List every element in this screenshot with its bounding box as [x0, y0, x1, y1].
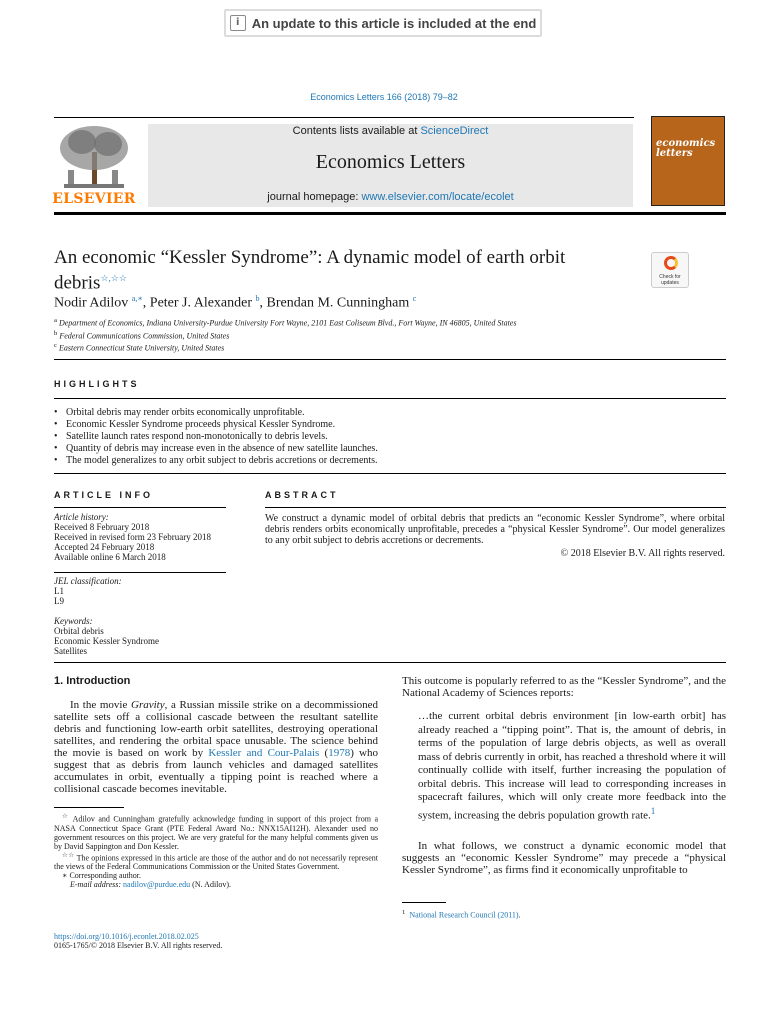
reference-year-link[interactable]: (2011) — [497, 910, 519, 920]
sciencedirect-link[interactable]: ScienceDirect — [420, 125, 489, 137]
check-for-updates-button[interactable] — [651, 252, 689, 288]
block-quote: …the current orbital debris environment [in low-earth orbit] has already reached a “tipping point”. That is, the amount of debris, in terms of the population of large debris objects, as well as overall mass of debris currently in orbit, has reached a threshold where it will continually collide with itself, further increasing the population of orbital debris. This increase will lead to corresponding increases in spacecraft failures, which will only create more feedback into the system, increasing the debris population growth rate.$^1$ — [418, 710, 726, 822]
jel-code: L1 — [54, 586, 64, 596]
affiliation: $^b$ Federal Communications Commission, United States — [54, 329, 230, 341]
section-heading-introduction: 1. Introduction — [54, 675, 131, 687]
author-name[interactable]: Nodir Adilov — [54, 295, 129, 311]
article-history — [54, 512, 226, 562]
update-banner-text: An update to this article is included at the end — [251, 15, 537, 31]
reference-year-link[interactable]: 1978 — [328, 747, 351, 759]
elsevier-wordmark: ELSEVIER — [52, 191, 136, 207]
homepage-line — [148, 191, 633, 203]
info-icon: i — [230, 15, 246, 31]
reference-link[interactable]: National Research Council — [409, 910, 496, 920]
keywords-label: Keywords: — [54, 616, 93, 626]
homepage-prefix: journal homepage: — [267, 191, 362, 203]
divider — [54, 398, 726, 399]
footnote-disclaimer: ☆☆ The opinions expressed in this article are those of the author and do not necessarily represent the views of the Federal Communications Commission or the United States Government. — [54, 851, 378, 872]
divider — [54, 572, 226, 573]
highlights-heading: HIGHLIGHTS — [54, 379, 140, 389]
right-paragraph: This outcome is popularly referred to as the “Kessler Syndrome”, and the National Academy of Sciences reports: — [402, 675, 726, 699]
footnote-funding: ☆ Adilov and Cunningham gratefully acknowledge funding in support of this project from a NASA Connecticut Space Grant (PTE Federal Award No.: NNX15AI12H). Alexander used no government resources on this project. We are very grateful for the many helpful comments given us by David Sappington and Don Kessler. — [54, 813, 378, 851]
keywords — [54, 616, 226, 656]
keyword: Satellites — [54, 646, 87, 656]
divider — [265, 507, 726, 508]
intro-paragraph: In the movie Gravity, a Russian missile strike on a decommissioned satellite sets off a collisional cascade between the resultant satellite debris and functioning low-earth orbit satellites, destroying operational satellites, and rendering the orbital space unusable. The science behind the movie is based on work by Kessler and Cour-Palais (1978) who suggest that as debris from launch vehicles and damaged satellites accumulates in orbit, eventually a tipping point is reached where a collisional cascade becomes inevitable. — [54, 699, 379, 795]
divider — [54, 662, 726, 663]
header-bottom-rule — [54, 212, 726, 215]
history-item: Received in revised form 23 February 2018 — [54, 532, 211, 542]
affiliations — [54, 316, 516, 354]
footnote-email: E-mail address: nadilov@purdue.edu (N. Adilov). — [70, 880, 232, 890]
footnote-corresponding: ∗ Corresponding author. — [62, 871, 141, 881]
doi-block — [54, 932, 378, 950]
contents-prefix: Contents lists available at — [292, 125, 421, 137]
history-item: Accepted 24 February 2018 — [54, 542, 155, 552]
jel-label: JEL classification: — [54, 576, 122, 586]
author-affil-mark[interactable]: a,∗ — [131, 294, 143, 303]
reference-link[interactable]: Kessler and Cour-Palais — [208, 747, 320, 759]
highlight-item: • The model generalizes to any orbit subject to debris accretions or decrements. — [54, 455, 734, 467]
title-footnote-marks[interactable]: ☆,☆☆ — [100, 273, 127, 283]
footnote-divider — [402, 902, 446, 903]
footnote-divider — [54, 807, 124, 808]
affiliation: $^a$ Department of Economics, Indiana University-Purdue University Fort Wayne, 2101 East Coliseum Blvd., Fort Wayne, IN 46805, United States — [54, 317, 517, 328]
right-paragraph: In what follows, we construct a dynamic economic model that suggests an “economic Kessler Syndrome” may precede a “physical Kessler Syndrome”, as firms find it economically unprofitable to — [402, 840, 726, 876]
abstract-text: We construct a dynamic model of orbital debris that predicts an “economic Kessler Syndrome”, where orbital debris renders orbits economically unprofitable, precedes a “physical Kessler Syndrome”. Our model generalizes to any orbit subject to debris accretions or decrements. — [265, 513, 725, 546]
jel-code: L9 — [54, 596, 64, 606]
highlight-item: • Economic Kessler Syndrome proceeds physical Kessler Syndrome. — [54, 419, 734, 431]
divider — [54, 507, 226, 508]
title-line-1: An economic “Kessler Syndrome”: A dynamic model of earth orbit — [54, 247, 566, 268]
history-label: Article history: — [54, 512, 109, 522]
author-affil-mark[interactable]: b — [255, 294, 260, 303]
email-link[interactable]: nadilov@purdue.edu — [123, 880, 191, 890]
movie-title: Gravity — [131, 699, 165, 711]
doi-link[interactable]: https://doi.org/10.1016/j.econlet.2018.02.025 — [54, 932, 199, 941]
title-line-2: debris — [54, 272, 101, 294]
footnotes — [54, 812, 378, 889]
highlight-item: • Satellite launch rates respond non-monotonically to debris levels. — [54, 431, 734, 443]
highlight-item: • Quantity of debris may increase even in the absence of new satellite launches. — [54, 443, 734, 455]
footnote-1: $^1$ National Research Council (2011). — [402, 909, 521, 920]
keyword: Orbital debris — [54, 626, 104, 636]
affiliation: $^c$ Eastern Connecticut State University, United States — [54, 342, 225, 353]
header-top-rule — [54, 117, 634, 118]
divider — [54, 359, 726, 360]
update-banner[interactable] — [224, 9, 542, 37]
abstract-copyright: © 2018 Elsevier B.V. All rights reserved. — [560, 548, 725, 559]
author-name[interactable]: Peter J. Alexander — [149, 295, 253, 311]
jel-classification — [54, 576, 226, 606]
citation-link[interactable]: Economics Letters 166 (2018) 79–82 — [310, 92, 458, 102]
author-list: Nodir Adilov $^{a,∗}$, Peter J. Alexander $^b$, Brendan M. Cunningham $^c$ — [54, 294, 417, 311]
abstract-heading: ABSTRACT — [265, 490, 339, 500]
homepage-link[interactable]: www.elsevier.com/locate/ecolet — [361, 191, 514, 203]
highlights-list — [54, 407, 734, 467]
check-updates-icon — [664, 256, 678, 270]
cover-title-line-1: economics — [656, 138, 716, 149]
history-item: Received 8 February 2018 — [54, 522, 150, 532]
check-updates-label: Check for updates — [659, 274, 681, 286]
journal-cover — [651, 116, 725, 206]
issn-line: 0165-1765/© 2018 Elsevier B.V. All rights reserved. — [54, 941, 223, 950]
author-name[interactable]: Brendan M. Cunningham — [266, 295, 410, 311]
article-info-heading: ARTICLE INFO — [54, 490, 153, 500]
journal-title: Economics Letters — [315, 151, 466, 173]
contents-line — [148, 125, 633, 137]
keyword: Economic Kessler Syndrome — [54, 636, 159, 646]
highlight-item: • Orbital debris may render orbits economically unprofitable. — [54, 407, 734, 419]
author-affil-mark[interactable]: c — [412, 294, 417, 303]
article-title — [54, 247, 614, 293]
footnote-marker[interactable]: 1 — [650, 805, 656, 816]
history-item: Available online 6 March 2018 — [54, 552, 166, 562]
divider — [54, 473, 726, 474]
cover-title-line-2: letters — [656, 148, 693, 159]
